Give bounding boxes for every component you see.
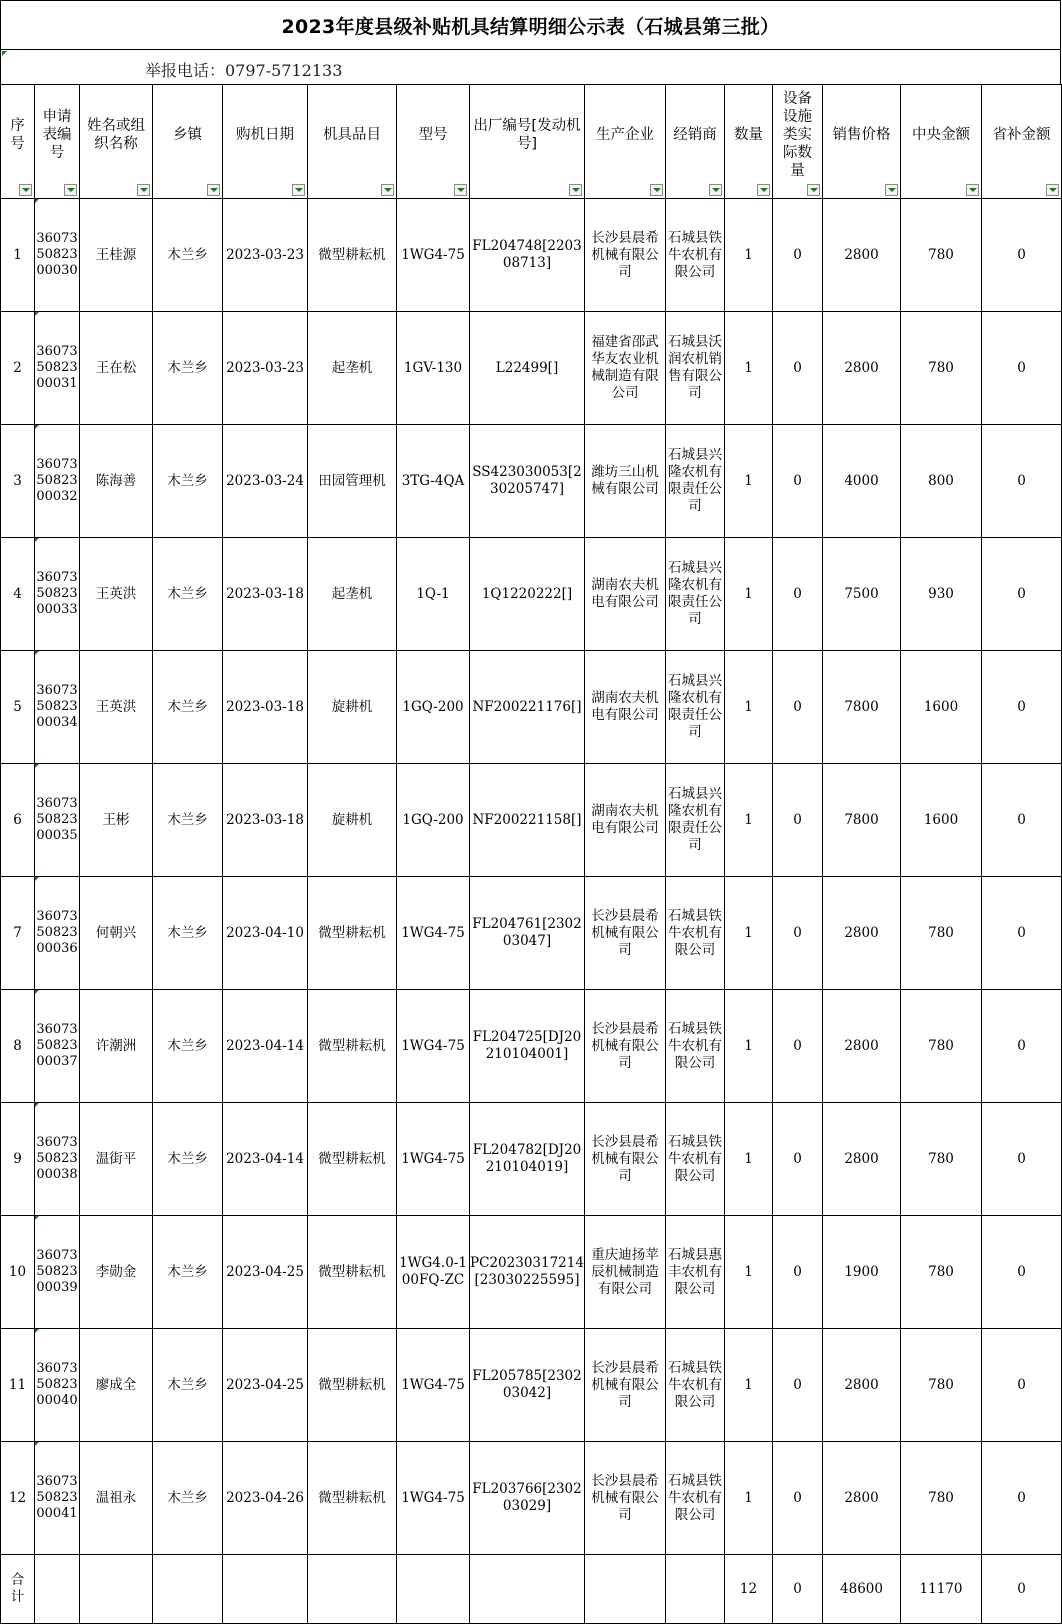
- cell-provincial-amount: 0: [982, 1442, 1062, 1555]
- table-row: [1, 538, 1062, 651]
- cell-facility-quantity: 0: [773, 1216, 823, 1329]
- cell-provincial-amount: 0: [982, 199, 1062, 312]
- cell-facility-quantity: 0: [773, 312, 823, 425]
- cell-sales-price: 7800: [823, 764, 901, 877]
- text-number-warning-icon: [35, 425, 39, 429]
- cell-facility-quantity: 0: [773, 538, 823, 651]
- cell-sales-price: 7800: [823, 651, 901, 764]
- col-header-serial-no: [470, 85, 585, 199]
- cell-machine-category: 微型耕耘机: [308, 877, 397, 990]
- cell-serial-no: 1Q1220222[]: [470, 538, 585, 651]
- cell-sales-price: 2800: [823, 990, 901, 1103]
- cell-sales-price: 2800: [823, 1329, 901, 1442]
- filter-dropdown-icon[interactable]: [650, 184, 663, 196]
- filter-dropdown-icon[interactable]: [569, 184, 582, 196]
- cell-serial-no: NF200221158[]: [470, 764, 585, 877]
- table-row: [1, 1103, 1062, 1216]
- cell-purchase-date: 2023-03-23: [223, 312, 308, 425]
- cell-sales-price: 2800: [823, 199, 901, 312]
- cell-machine-category: 微型耕耘机: [308, 199, 397, 312]
- cell-facility-quantity: 0: [773, 1442, 823, 1555]
- cell-serial-no: FL204782[DJ20210104019]: [470, 1103, 585, 1216]
- cell-seq: 2: [1, 312, 35, 425]
- cell-quantity: 1: [725, 425, 773, 538]
- cell-machine-category: 微型耕耘机: [308, 1103, 397, 1216]
- filter-dropdown-icon[interactable]: [757, 184, 770, 196]
- text-number-warning-icon: [35, 1442, 39, 1446]
- cell-application-no: 360735082300033: [35, 538, 80, 651]
- cell-seq: 7: [1, 877, 35, 990]
- cell-facility-quantity: 0: [773, 651, 823, 764]
- cell-application-no: 360735082300040: [35, 1329, 80, 1442]
- cell-central-amount: 780: [901, 1442, 982, 1555]
- header-label: 设备设施类实际数量: [783, 90, 812, 179]
- total-provincial-amount: 0: [982, 1555, 1062, 1624]
- cell-model: 1GV-130: [397, 312, 470, 425]
- cell-manufacturer: 长沙县晨希机械有限公司: [585, 1329, 666, 1442]
- cell-purchase-date: 2023-03-18: [223, 651, 308, 764]
- cell-township: 木兰乡: [153, 877, 223, 990]
- cell-provincial-amount: 0: [982, 1216, 1062, 1329]
- cell-quantity: 1: [725, 538, 773, 651]
- col-header-sales-price: [823, 85, 901, 199]
- cell-serial-no: FL204725[DJ20210104001]: [470, 990, 585, 1103]
- cell-township: 木兰乡: [153, 538, 223, 651]
- header-label: 序号: [10, 117, 25, 152]
- cell-application-no: 360735082300035: [35, 764, 80, 877]
- cell-dealer: 石城县沃润农机销售有限公司: [666, 312, 725, 425]
- header-label: 生产企业: [596, 126, 654, 143]
- cell-quantity: 1: [725, 990, 773, 1103]
- cell-central-amount: 780: [901, 877, 982, 990]
- cell-name: 李勋金: [80, 1216, 153, 1329]
- header-label: 机具品目: [323, 126, 381, 143]
- cell-seq: 5: [1, 651, 35, 764]
- cell-machine-category: 微型耕耘机: [308, 1329, 397, 1442]
- cell-central-amount: 780: [901, 1216, 982, 1329]
- cell-township: 木兰乡: [153, 312, 223, 425]
- cell-provincial-amount: 0: [982, 764, 1062, 877]
- cell-dealer: 石城县铁牛农机有限公司: [666, 1329, 725, 1442]
- filter-dropdown-icon[interactable]: [966, 184, 979, 196]
- cell-model: 1GQ-200: [397, 651, 470, 764]
- cell-serial-no: FL205785[230203042]: [470, 1329, 585, 1442]
- table-row: [1, 764, 1062, 877]
- table-row: [1, 651, 1062, 764]
- cell-township: 木兰乡: [153, 651, 223, 764]
- report-phone-row: [0, 50, 1061, 84]
- total-sales-price: 48600: [823, 1555, 901, 1624]
- cell-sales-price: 2800: [823, 1442, 901, 1555]
- cell-dealer: 石城县兴隆农机有限责任公司: [666, 764, 725, 877]
- cell-model: 1GQ-200: [397, 764, 470, 877]
- text-number-warning-icon: [35, 990, 39, 994]
- filter-dropdown-icon[interactable]: [381, 184, 394, 196]
- cell-manufacturer: 重庆迪扬苹辰机械制造有限公司: [585, 1216, 666, 1329]
- cell-purchase-date: 2023-04-10: [223, 877, 308, 990]
- cell-application-no: 360735082300032: [35, 425, 80, 538]
- cell-name: 许潮洲: [80, 990, 153, 1103]
- col-header-township: [153, 85, 223, 199]
- cell-model: 1WG4-75: [397, 990, 470, 1103]
- cell-manufacturer: 湖南农夫机电有限公司: [585, 651, 666, 764]
- cell-model: 1WG4-75: [397, 1329, 470, 1442]
- cell-seq: 9: [1, 1103, 35, 1216]
- filter-dropdown-icon[interactable]: [292, 184, 305, 196]
- title-bar: [0, 0, 1061, 50]
- cell-machine-category: 微型耕耘机: [308, 1442, 397, 1555]
- cell-central-amount: 780: [901, 1329, 982, 1442]
- cell-central-amount: 780: [901, 1103, 982, 1216]
- cell-provincial-amount: 0: [982, 1103, 1062, 1216]
- report-phone: 举报电话：0797-5712133: [145, 61, 343, 80]
- cell-seq: 3: [1, 425, 35, 538]
- cell-dealer: 石城县铁牛农机有限公司: [666, 877, 725, 990]
- cell-central-amount: 780: [901, 312, 982, 425]
- cell-machine-category: 田园管理机: [308, 425, 397, 538]
- filter-dropdown-icon[interactable]: [137, 184, 150, 196]
- cell-manufacturer: 湖南农夫机电有限公司: [585, 764, 666, 877]
- cell-serial-no: FL203766[230203029]: [470, 1442, 585, 1555]
- cell-sales-price: 4000: [823, 425, 901, 538]
- cell-dealer: 石城县铁牛农机有限公司: [666, 990, 725, 1103]
- cell-name: 王在松: [80, 312, 153, 425]
- filter-dropdown-icon[interactable]: [709, 184, 722, 196]
- table-row: [1, 425, 1062, 538]
- text-number-warning-icon: [35, 312, 39, 316]
- cell-seq: 1: [1, 199, 35, 312]
- cell-central-amount: 1600: [901, 764, 982, 877]
- col-header-central-amount: [901, 85, 982, 199]
- cell-purchase-date: 2023-04-25: [223, 1329, 308, 1442]
- cell-serial-no: NF200221176[]: [470, 651, 585, 764]
- cell-township: 木兰乡: [153, 1329, 223, 1442]
- cell-application-no: 360735082300030: [35, 199, 80, 312]
- total-label: 合计: [1, 1555, 35, 1624]
- cell-sales-price: 2800: [823, 877, 901, 990]
- cell-purchase-date: 2023-03-18: [223, 764, 308, 877]
- cell-facility-quantity: 0: [773, 199, 823, 312]
- cell-name: 温祖永: [80, 1442, 153, 1555]
- subsidy-table: [0, 84, 1062, 1624]
- cell-quantity: 1: [725, 877, 773, 990]
- header-row: [1, 85, 1062, 199]
- header-label: 申请表编号: [42, 108, 72, 161]
- cell-township: 木兰乡: [153, 764, 223, 877]
- table-body: [1, 199, 1062, 1624]
- col-header-machine-category: [308, 85, 397, 199]
- cell-sales-price: 2800: [823, 1103, 901, 1216]
- total-facility-quantity: 0: [773, 1555, 823, 1624]
- cell-model: 1WG4-75: [397, 877, 470, 990]
- cell-model: 1WG4.0-100FQ-ZC: [397, 1216, 470, 1329]
- col-header-quantity: [725, 85, 773, 199]
- cell-seq: 6: [1, 764, 35, 877]
- cell-manufacturer: 长沙县晨希机械有限公司: [585, 990, 666, 1103]
- cell-name: 廖成全: [80, 1329, 153, 1442]
- cell-name: 温街平: [80, 1103, 153, 1216]
- header-label: 销售价格: [832, 126, 891, 143]
- cell-dealer: 石城县兴隆农机有限责任公司: [666, 538, 725, 651]
- total-empty-cell: [35, 1555, 80, 1624]
- header-label: 乡镇: [173, 126, 202, 143]
- cell-township: 木兰乡: [153, 1216, 223, 1329]
- cell-model: 3TG-4QA: [397, 425, 470, 538]
- cell-sales-price: 1900: [823, 1216, 901, 1329]
- cell-machine-category: 起垄机: [308, 538, 397, 651]
- total-empty-cell: [308, 1555, 397, 1624]
- cell-application-no: 360735082300031: [35, 312, 80, 425]
- cell-model: 1Q-1: [397, 538, 470, 651]
- cell-machine-category: 微型耕耘机: [308, 990, 397, 1103]
- cell-machine-category: 旋耕机: [308, 651, 397, 764]
- cell-application-no: 360735082300036: [35, 877, 80, 990]
- cell-manufacturer: 长沙县晨希机械有限公司: [585, 199, 666, 312]
- cell-provincial-amount: 0: [982, 425, 1062, 538]
- cell-sales-price: 2800: [823, 312, 901, 425]
- filter-dropdown-icon[interactable]: [1046, 184, 1059, 196]
- cell-application-no: 360735082300037: [35, 990, 80, 1103]
- cell-seq: 11: [1, 1329, 35, 1442]
- cell-serial-no: FL204761[230203047]: [470, 877, 585, 990]
- table-row: [1, 990, 1062, 1103]
- cell-quantity: 1: [725, 199, 773, 312]
- cell-quantity: 1: [725, 651, 773, 764]
- filter-dropdown-icon[interactable]: [885, 184, 898, 196]
- total-empty-cell: [153, 1555, 223, 1624]
- cell-name: 何朝兴: [80, 877, 153, 990]
- text-number-warning-icon: [35, 1103, 39, 1107]
- text-number-warning-icon: [35, 1329, 39, 1333]
- cell-name: 王桂源: [80, 199, 153, 312]
- cell-dealer: 石城县兴隆农机有限责任公司: [666, 651, 725, 764]
- cell-name: 王彬: [80, 764, 153, 877]
- filter-dropdown-icon[interactable]: [19, 184, 32, 196]
- text-number-warning-icon: [35, 538, 39, 542]
- col-header-application-no: [35, 85, 80, 199]
- cell-name: 王英洪: [80, 538, 153, 651]
- cell-purchase-date: 2023-04-26: [223, 1442, 308, 1555]
- cell-central-amount: 930: [901, 538, 982, 651]
- cell-machine-category: 旋耕机: [308, 764, 397, 877]
- col-header-name: [80, 85, 153, 199]
- cell-provincial-amount: 0: [982, 1329, 1062, 1442]
- cell-facility-quantity: 0: [773, 764, 823, 877]
- cell-application-no: 360735082300034: [35, 651, 80, 764]
- cell-model: 1WG4-75: [397, 1103, 470, 1216]
- cell-quantity: 1: [725, 1103, 773, 1216]
- cell-seq: 10: [1, 1216, 35, 1329]
- cell-seq: 12: [1, 1442, 35, 1555]
- cell-sales-price: 7500: [823, 538, 901, 651]
- cell-comment-marker-icon: [2, 51, 7, 56]
- cell-model: 1WG4-75: [397, 1442, 470, 1555]
- text-number-warning-icon: [35, 764, 39, 768]
- filter-dropdown-icon[interactable]: [207, 184, 220, 196]
- cell-manufacturer: 潍坊三山机械有限公司: [585, 425, 666, 538]
- cell-manufacturer: 长沙县晨希机械有限公司: [585, 1103, 666, 1216]
- cell-application-no: 360735082300038: [35, 1103, 80, 1216]
- table-row: [1, 312, 1062, 425]
- cell-township: 木兰乡: [153, 1103, 223, 1216]
- header-label: 姓名或组织名称: [87, 117, 145, 152]
- total-empty-cell: [470, 1555, 585, 1624]
- cell-dealer: 石城县铁牛农机有限公司: [666, 199, 725, 312]
- cell-provincial-amount: 0: [982, 538, 1062, 651]
- cell-facility-quantity: 0: [773, 877, 823, 990]
- filter-dropdown-icon[interactable]: [64, 184, 77, 196]
- cell-township: 木兰乡: [153, 1442, 223, 1555]
- cell-serial-no: FL204748[220308713]: [470, 199, 585, 312]
- col-header-facility-quantity: [773, 85, 823, 199]
- total-empty-cell: [397, 1555, 470, 1624]
- header-label: 出厂编号[发动机号]: [473, 117, 581, 152]
- cell-manufacturer: 湖南农夫机电有限公司: [585, 538, 666, 651]
- cell-purchase-date: 2023-04-25: [223, 1216, 308, 1329]
- cell-purchase-date: 2023-04-14: [223, 1103, 308, 1216]
- text-number-warning-icon: [35, 877, 39, 881]
- cell-serial-no: SS423030053[230205747]: [470, 425, 585, 538]
- total-empty-cell: [80, 1555, 153, 1624]
- header-label: 型号: [418, 126, 448, 143]
- text-number-warning-icon: [35, 199, 39, 203]
- cell-central-amount: 780: [901, 990, 982, 1103]
- total-row: [1, 1555, 1062, 1624]
- total-empty-cell: [223, 1555, 308, 1624]
- header-label: 数量: [734, 126, 763, 143]
- header-label: 经销商: [673, 126, 717, 143]
- cell-provincial-amount: 0: [982, 877, 1062, 990]
- cell-name: 陈海善: [80, 425, 153, 538]
- cell-quantity: 1: [725, 1216, 773, 1329]
- cell-dealer: 石城县铁牛农机有限公司: [666, 1103, 725, 1216]
- cell-central-amount: 780: [901, 199, 982, 312]
- cell-manufacturer: 福建省邵武华友农业机械制造有限公司: [585, 312, 666, 425]
- table-row: [1, 1329, 1062, 1442]
- cell-purchase-date: 2023-03-23: [223, 199, 308, 312]
- cell-seq: 8: [1, 990, 35, 1103]
- cell-application-no: 360735082300041: [35, 1442, 80, 1555]
- header-label: 省补金额: [992, 126, 1051, 143]
- header-label: 购机日期: [236, 126, 294, 143]
- document-title: 2023年度县级补贴机具结算明细公示表（石城县第三批）: [281, 15, 780, 38]
- cell-model: 1WG4-75: [397, 199, 470, 312]
- header-label: 中央金额: [912, 126, 970, 143]
- cell-serial-no: PC20230317214[23030225595]: [470, 1216, 585, 1329]
- cell-application-no: 360735082300039: [35, 1216, 80, 1329]
- total-empty-cell: [585, 1555, 666, 1624]
- cell-serial-no: L22499[]: [470, 312, 585, 425]
- cell-quantity: 1: [725, 1442, 773, 1555]
- total-quantity: 12: [725, 1555, 773, 1624]
- cell-township: 木兰乡: [153, 425, 223, 538]
- col-header-dealer: [666, 85, 725, 199]
- cell-central-amount: 800: [901, 425, 982, 538]
- cell-purchase-date: 2023-03-24: [223, 425, 308, 538]
- cell-provincial-amount: 0: [982, 990, 1062, 1103]
- cell-quantity: 1: [725, 312, 773, 425]
- table-row: [1, 1442, 1062, 1555]
- cell-facility-quantity: 0: [773, 990, 823, 1103]
- cell-manufacturer: 长沙县晨希机械有限公司: [585, 1442, 666, 1555]
- cell-township: 木兰乡: [153, 990, 223, 1103]
- filter-dropdown-icon[interactable]: [807, 184, 820, 196]
- text-number-warning-icon: [35, 1216, 39, 1220]
- cell-facility-quantity: 0: [773, 1103, 823, 1216]
- cell-dealer: 石城县惠丰农机有限公司: [666, 1216, 725, 1329]
- cell-quantity: 1: [725, 1329, 773, 1442]
- table-row: [1, 1216, 1062, 1329]
- table-row: [1, 877, 1062, 990]
- cell-central-amount: 1600: [901, 651, 982, 764]
- cell-seq: 4: [1, 538, 35, 651]
- cell-machine-category: 微型耕耘机: [308, 1216, 397, 1329]
- cell-name: 王英洪: [80, 651, 153, 764]
- cell-dealer: 石城县兴隆农机有限责任公司: [666, 425, 725, 538]
- text-number-warning-icon: [35, 651, 39, 655]
- cell-facility-quantity: 0: [773, 1329, 823, 1442]
- col-header-manufacturer: [585, 85, 666, 199]
- cell-purchase-date: 2023-04-14: [223, 990, 308, 1103]
- col-header-provincial-amount: [982, 85, 1062, 199]
- cell-township: 木兰乡: [153, 199, 223, 312]
- total-central-amount: 11170: [901, 1555, 982, 1624]
- total-empty-cell: [666, 1555, 725, 1624]
- cell-dealer: 石城县铁牛农机有限公司: [666, 1442, 725, 1555]
- cell-provincial-amount: 0: [982, 651, 1062, 764]
- cell-provincial-amount: 0: [982, 312, 1062, 425]
- filter-dropdown-icon[interactable]: [454, 184, 467, 196]
- col-header-model: [397, 85, 470, 199]
- cell-machine-category: 起垄机: [308, 312, 397, 425]
- cell-purchase-date: 2023-03-18: [223, 538, 308, 651]
- table-row: [1, 199, 1062, 312]
- cell-facility-quantity: 0: [773, 425, 823, 538]
- col-header-purchase-date: [223, 85, 308, 199]
- col-header-seq: [1, 85, 35, 199]
- cell-manufacturer: 长沙县晨希机械有限公司: [585, 877, 666, 990]
- cell-quantity: 1: [725, 764, 773, 877]
